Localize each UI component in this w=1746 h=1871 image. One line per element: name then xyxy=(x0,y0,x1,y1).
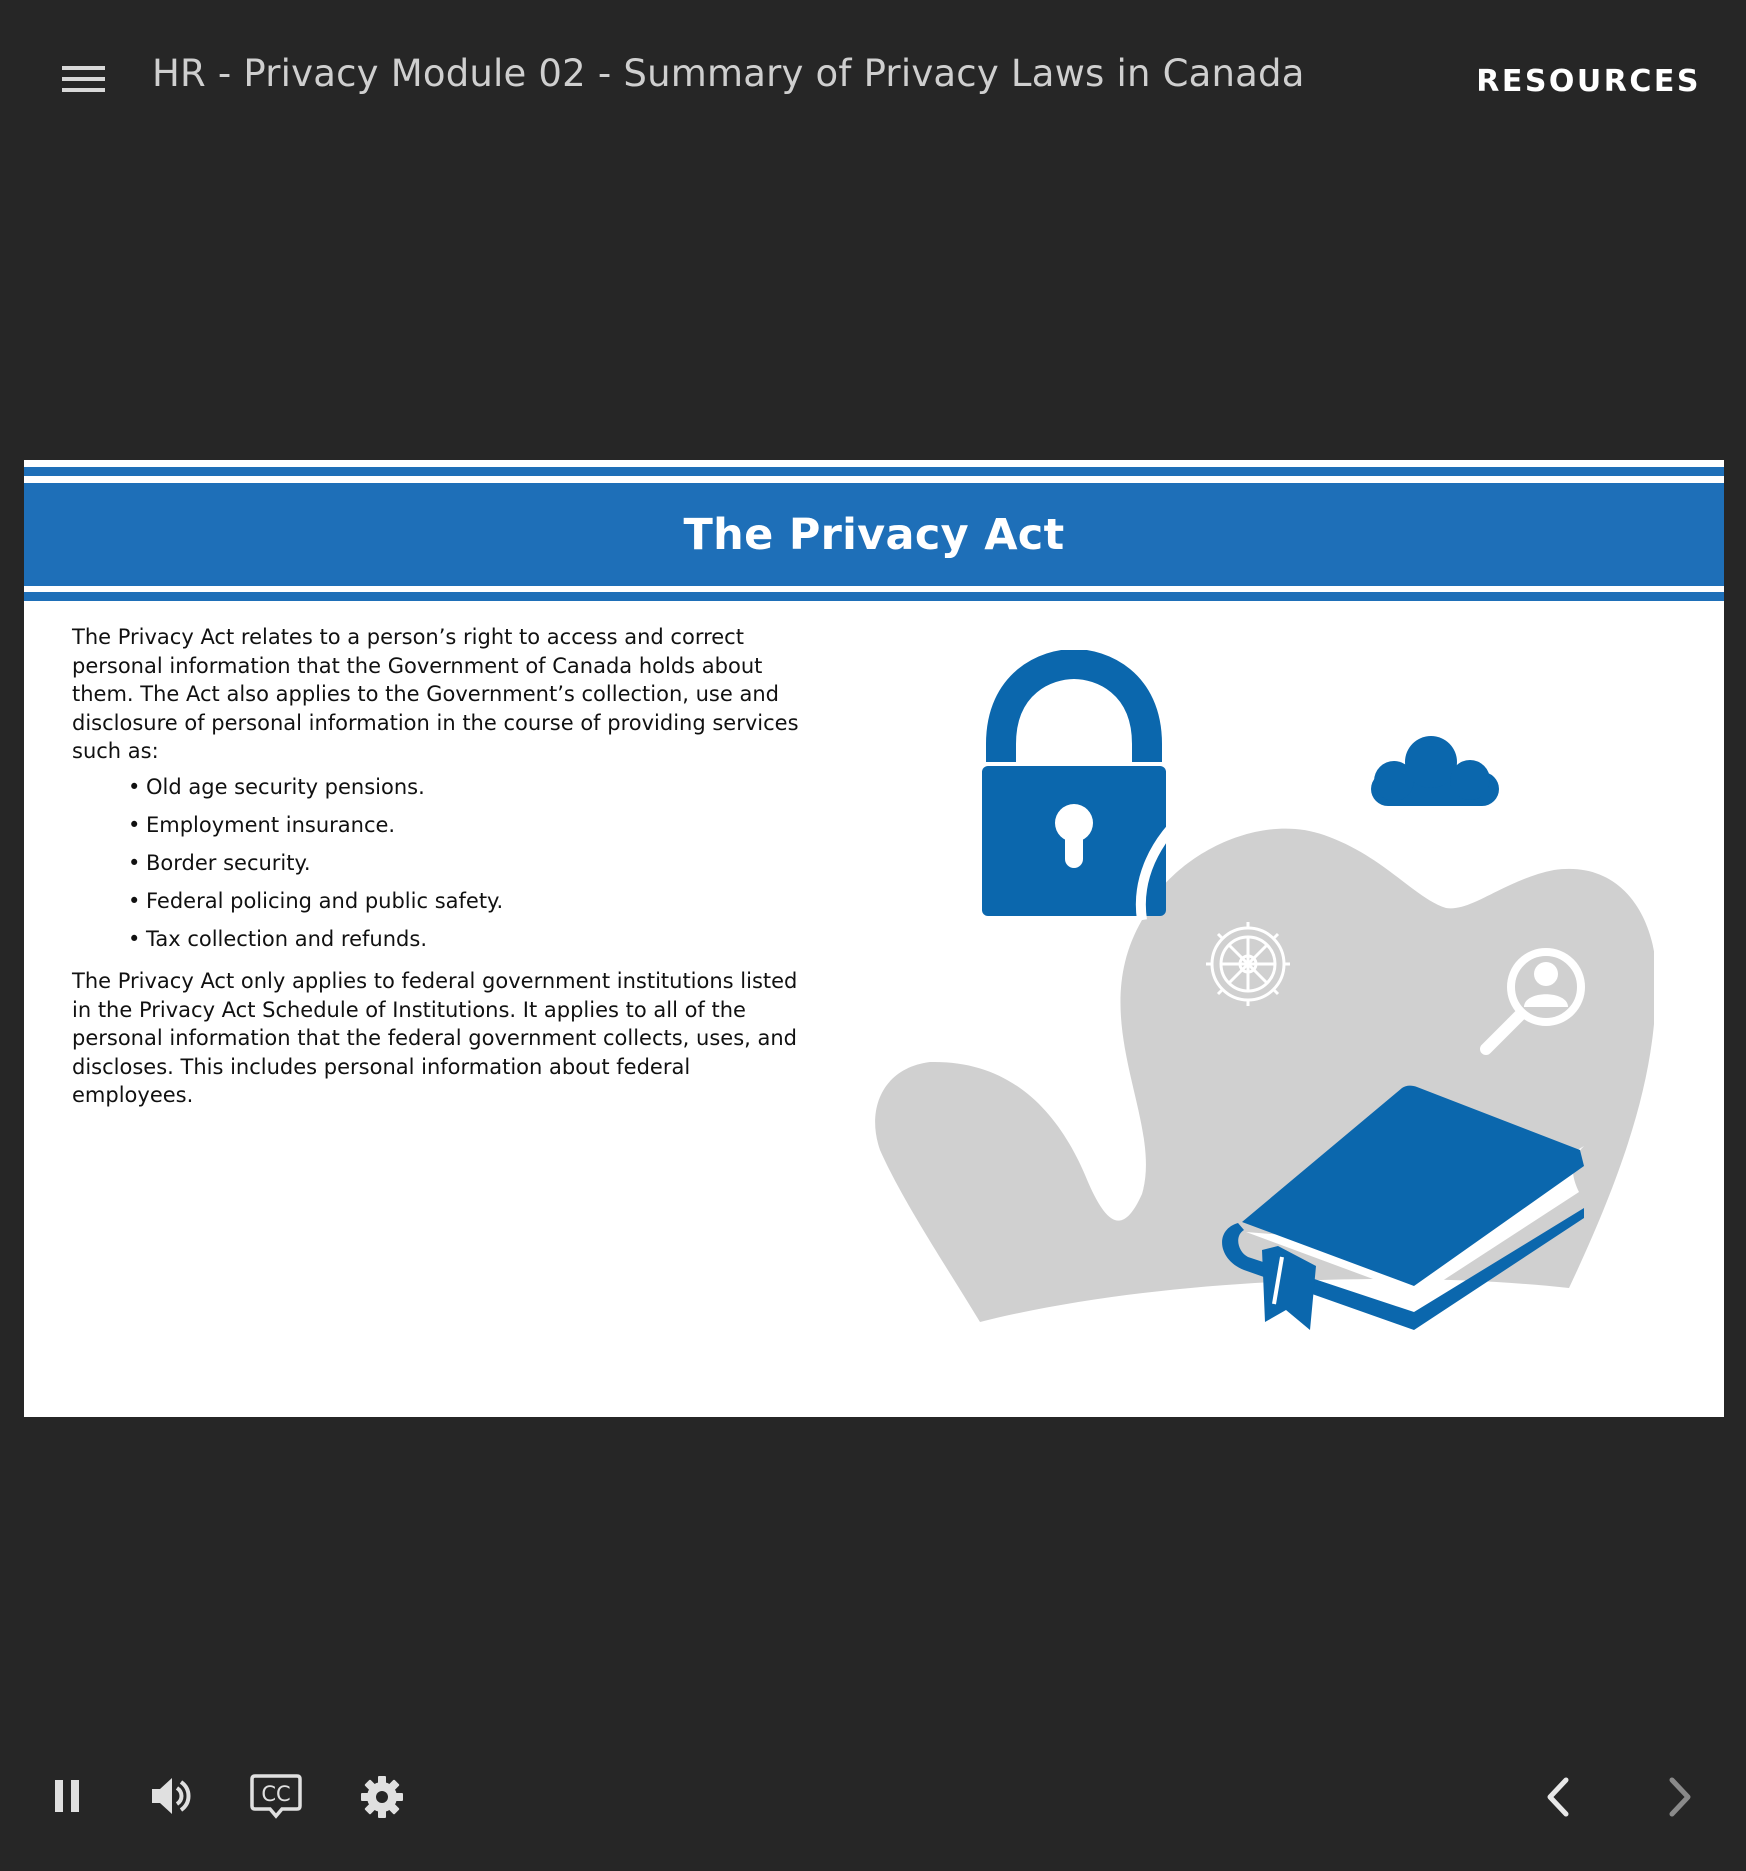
pause-icon[interactable] xyxy=(52,1776,82,1816)
list-item-text: Employment insurance. xyxy=(146,812,396,837)
volume-icon[interactable] xyxy=(148,1774,196,1818)
services-list xyxy=(72,773,812,963)
title-band xyxy=(24,483,1724,586)
intro-paragraph: The Privacy Act relates to a person’s right to access and correct personal information that the Government of Canada holds about them. The Act also applies to the Government’s collection, use and disclosure of personal information in the course of providing services such as: xyxy=(72,625,799,764)
bullet: • xyxy=(128,850,141,875)
list-item xyxy=(128,887,812,925)
cc-label: CC xyxy=(261,1782,291,1806)
previous-icon[interactable] xyxy=(1542,1776,1574,1818)
title-band-bottom-stripe xyxy=(24,592,1724,601)
settings-icon[interactable] xyxy=(358,1774,406,1820)
cloud-icon xyxy=(1371,736,1499,806)
list-item xyxy=(128,925,812,963)
list-item xyxy=(128,811,812,849)
closed-captions-icon[interactable] xyxy=(250,1772,302,1820)
list-item xyxy=(128,773,812,811)
slide-title: The Privacy Act xyxy=(683,509,1065,560)
outro-paragraph: The Privacy Act only applies to federal government institutions listed in the Privacy Act Schedule of Institutions. It applies to all of the personal information that the federal government collects, uses, and discloses. This includes personal information about federal employees. xyxy=(72,968,798,1108)
title-band-top-stripe xyxy=(24,467,1724,476)
slide xyxy=(24,460,1724,1417)
list-item-text: Federal policing and public safety. xyxy=(146,888,504,913)
bullet: • xyxy=(128,888,141,913)
hamburger-menu-icon[interactable] xyxy=(56,60,112,100)
padlock-icon xyxy=(982,664,1190,920)
bullet: • xyxy=(128,774,141,799)
bullet: • xyxy=(128,926,141,951)
course-title: HR - Privacy Module 02 - Summary of Privacy Laws in Canada xyxy=(152,52,1305,95)
list-item-text: Tax collection and refunds. xyxy=(146,926,427,951)
bullet: • xyxy=(128,812,141,837)
top-bar xyxy=(0,0,1746,160)
next-icon[interactable] xyxy=(1664,1776,1696,1818)
list-item-text: Border security. xyxy=(146,850,311,875)
list-item xyxy=(128,849,812,887)
list-item-text: Old age security pensions. xyxy=(146,774,425,799)
player-controls xyxy=(0,1760,1746,1832)
privacy-illustration xyxy=(854,650,1654,1330)
resources-button[interactable]: RESOURCES xyxy=(1476,64,1701,99)
slide-content xyxy=(72,623,812,1110)
